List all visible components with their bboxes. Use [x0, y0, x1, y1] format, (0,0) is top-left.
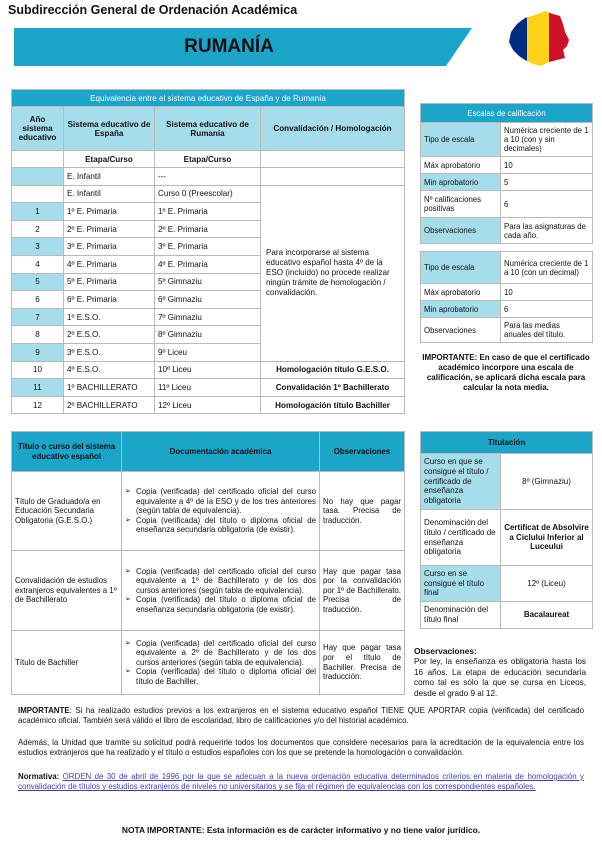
year-cell: 5	[12, 273, 64, 291]
scale-row	[421, 123, 593, 157]
scale-value: 6	[501, 191, 593, 218]
spain-cell: 1º E. Primaria	[64, 203, 155, 221]
scale-label: Máx aprobatorio	[421, 284, 501, 301]
scale-value: Numérica creciente de 1 a 10 (con un decimal)	[501, 252, 593, 284]
romania-cell: 1º E. Primaria	[155, 203, 261, 221]
page-title: RUMANÍA	[184, 36, 274, 57]
year-cell: 4	[12, 255, 64, 273]
romania-cell: 5º Gimnaziu	[155, 273, 261, 291]
spain-cell: 2º E.S.O.	[64, 326, 155, 344]
titulacion-label: Denominación del título / certificado de enseñanza obligatoria	[421, 510, 501, 566]
scale-value: 5	[501, 174, 593, 191]
arrow-bullet-icon: ➢	[125, 488, 131, 496]
scale-value: 10	[501, 284, 593, 301]
spain-cell: 5º E. Primaria	[64, 273, 155, 291]
table-row	[12, 396, 405, 414]
normativa-link[interactable]: ORDEN de 30 de abril de 1996 por la que se adecuan a la nueva ordenación educativa determinados criterios en materia de homologación y convalidación de títulos y estudios extranjeros de niveles no universitarios y se fija el régimen de equivalencias con los correspondientes españoles.	[18, 772, 584, 792]
year-cell	[12, 185, 64, 203]
scale-important-note: IMPORTANTE: En caso de que el certificado académico incorpore una escala de calificación, se aplicará dicha escala para calcular la nota media.	[422, 353, 590, 392]
titulacion-table	[420, 431, 593, 629]
titulacion-label: Curso en se consigue el título final	[421, 566, 501, 602]
scale-row	[421, 157, 593, 174]
final-note: NOTA IMPORTANTE: Esta información es de carácter informativo y no tiene valor jurídico.	[121, 825, 481, 835]
scale-value: 10	[501, 157, 593, 174]
year-cell: 6	[12, 291, 64, 309]
titulacion-label: Curso en que se consigue el título / certificado de enseñanza obligatoria	[421, 454, 501, 510]
romania-cell: 2º E. Primaria	[155, 220, 261, 238]
spain-cell: 2º BACHILLERATO	[64, 396, 155, 414]
year-cell: 9	[12, 343, 64, 361]
spain-cell: E. Infantil	[64, 185, 155, 203]
romania-cell: 10º Liceu	[155, 361, 261, 379]
scale-row	[421, 218, 593, 244]
doc-item: Copia (verificada) del certificado oficial del curso equivalente a 1º de Bachillerato y de los dos cursos anteriores (según tabla de equivalencia).	[136, 566, 316, 595]
scale-label: Min aprobatorio	[421, 174, 501, 191]
romania-cell: 11º Liceu	[155, 379, 261, 397]
year-cell: 11	[12, 379, 64, 397]
romania-cell: 7º Gimnaziu	[155, 308, 261, 326]
romania-cell: 8º Gimnaziu	[155, 326, 261, 344]
doc-title-cell: Título de Bachiller	[12, 631, 122, 695]
year-cell: 10	[12, 361, 64, 379]
table-row	[12, 631, 405, 695]
scale-label: Tipo de escala	[421, 123, 501, 157]
scale-label: Máx aprobatorio	[421, 157, 501, 174]
scale-row	[421, 174, 593, 191]
romania-cell: ---	[155, 168, 261, 186]
col-title-header: Título o curso del sistema educativo español	[12, 432, 122, 472]
romania-cell: 6º Gimnaziu	[155, 291, 261, 309]
doc-item: Copia (verificada) del título o diploma oficial de enseñanza secundaria obligatoria (de existir).	[136, 515, 316, 535]
conv-merged-cell: Para incorporarse al sistema educativo español hasta 4º de la ESO (incluido) no procede realizar ningún trámite de homologación / convalidación.	[261, 185, 405, 361]
scale-value: Para las asignaturas de cada año.	[501, 218, 593, 244]
titulacion-row	[421, 566, 593, 602]
scale-row	[421, 252, 593, 284]
doc-item: Copia (verificada) del título o diploma oficial del título de Bachiller.	[136, 667, 316, 686]
org-name: Subdirección General de Ordenación Académica	[8, 3, 298, 17]
table-row	[12, 379, 405, 397]
sub-header-spain: Etapa/Curso	[64, 151, 155, 168]
romania-flag-map-icon	[505, 10, 571, 68]
observations-text: Por ley, la enseñanza es obligatoria hasta los 16 años. La etapa de educación secundaria como tal es sólo la que se cursa en Liceos, desde el grado 9 al 12.	[414, 657, 586, 698]
spain-cell: 4º E. Primaria	[64, 255, 155, 273]
doc-title-cell: Convalidación de estudios extranjeros equivalentes a 1º de Bachillerato	[12, 551, 122, 631]
romania-cell: 3º E. Primaria	[155, 238, 261, 256]
arrow-bullet-icon: ➢	[125, 668, 131, 676]
sub-header-romania: Etapa/Curso	[155, 151, 261, 168]
romania-cell: 12º Liceu	[155, 396, 261, 414]
titulacion-row	[421, 510, 593, 566]
year-cell	[12, 168, 64, 186]
scales-title: Escalas de calificación	[421, 104, 593, 123]
col-conv-header: Convalidación / Homologación	[261, 107, 405, 151]
scale-value: 6	[501, 301, 593, 318]
documentation-table	[11, 431, 405, 695]
scale-label: Tipo de escala	[421, 252, 501, 284]
table-row	[12, 185, 405, 203]
scale-label: Min aprobatorio	[421, 301, 501, 318]
scale-row	[421, 318, 593, 343]
spain-cell: E. Infantil	[64, 168, 155, 186]
romania-cell: Curso 0 (Preescolar)	[155, 185, 261, 203]
doc-obs-cell: Hay que pagar tasa por el título de Bachiller. Precisa de traducción.	[320, 631, 405, 695]
doc-item: Copia (verificada) del certificado oficial del curso equivalente a 2º de Bachillerato y de los dos cursos anteriores (según tabla de equivalencia).	[136, 638, 316, 667]
scale-label: Observaciones	[421, 218, 501, 244]
spain-cell: 4º E.S.O.	[64, 361, 155, 379]
doc-obs-cell: Hay que pagar tasa por la convalidación por 1º de Bachillerato. Precisa de traducción.	[320, 551, 405, 631]
important-text: : Si ha realizado estudios previos a los extranjeros en el sistema educativo español TIENE QUE APORTAR copia (verificada) del certificado académico oficial. También será válido el libro de escolaridad, libro de calificaciones y/o del historial académico.	[18, 706, 584, 726]
doc-list-cell	[122, 472, 320, 551]
conv-cell: Convalidación 1º Bachillerato	[261, 379, 405, 397]
year-cell: 8	[12, 326, 64, 344]
col-docs-header: Documentación académica	[122, 432, 320, 472]
scale-row	[421, 301, 593, 318]
conv-cell: Homologación título Bachiller	[261, 396, 405, 414]
year-cell: 3	[12, 238, 64, 256]
doc-obs-cell: No hay que pagar tasa. Precisa de traducción.	[320, 472, 405, 551]
col-spain-header: Sistema educativo de España	[64, 107, 155, 151]
titulacion-value: Certificat de Absolvire a Ciclului Inferior al Luceului	[501, 510, 593, 566]
col-romania-header: Sistema educativo de Rumanía	[155, 107, 261, 151]
arrow-bullet-icon: ➢	[125, 596, 131, 604]
scale-label: Nº calificaciones positivas	[421, 191, 501, 218]
spain-cell: 2º E. Primaria	[64, 220, 155, 238]
spain-cell: 6º E. Primaria	[64, 291, 155, 309]
romania-cell: 9º Liceu	[155, 343, 261, 361]
doc-title-cell: Título de Graduado/a en Educación Secundaria Obligatoria (G.E.S.O.)	[12, 472, 122, 551]
scale-row	[421, 284, 593, 301]
grading-scales-table	[420, 103, 593, 343]
doc-list-cell	[122, 551, 320, 631]
spain-cell: 1º BACHILLERATO	[64, 379, 155, 397]
arrow-bullet-icon: ➢	[125, 516, 131, 524]
doc-item: Copia (verificada) del título o diploma oficial de enseñanza secundaria obligatoria (de existir).	[136, 595, 316, 614]
normativa-note	[18, 772, 584, 792]
scale-row	[421, 191, 593, 218]
year-cell: 12	[12, 396, 64, 414]
arrow-bullet-icon: ➢	[125, 639, 131, 647]
year-cell: 1	[12, 203, 64, 221]
table-row	[12, 472, 405, 551]
equivalence-table	[11, 89, 405, 414]
col-year-header: Año sistema educativo	[12, 107, 64, 151]
doc-list-cell	[122, 631, 320, 695]
titulacion-value: 8º (Gimnaziu)	[501, 454, 593, 510]
titulacion-value: Bacalaureat	[501, 602, 593, 629]
col-obs-header: Observaciones	[320, 432, 405, 472]
spain-cell: 3º E. Primaria	[64, 238, 155, 256]
titulacion-row	[421, 602, 593, 629]
conv-cell: Homologación título G.E.S.O.	[261, 361, 405, 379]
observations-title: Observaciones:	[414, 646, 477, 656]
table-row	[12, 361, 405, 379]
additional-note: Además, la Unidad que tramite su solicitud podrá requerirle todos los documentos que considere necesarios para la acreditación de la equivalencia entre los estudios extranjeros que ha realizado y el título o estudios españoles con los que se pretende la homologación o convalidación.	[18, 738, 584, 758]
spain-cell: 1º E.S.O.	[64, 308, 155, 326]
table-row	[12, 551, 405, 631]
titulacion-value: 12º (Liceu)	[501, 566, 593, 602]
scale-value: Para las medias anuales del título.	[501, 318, 593, 343]
table-row	[12, 168, 405, 186]
normativa-label: Normativa:	[18, 772, 60, 781]
equivalence-title: Equivalencia entre el sistema educativo de España y de Rumanía	[12, 90, 405, 107]
scale-value: Numérica creciente de 1 a 10 (con y sin decimales)	[501, 123, 593, 157]
year-cell: 7	[12, 308, 64, 326]
titulacion-title: Titulación	[421, 432, 593, 454]
romania-cell: 4º E. Primaria	[155, 255, 261, 273]
titulacion-row	[421, 454, 593, 510]
year-cell: 2	[12, 220, 64, 238]
doc-item: Copia (verificada) del certificado oficial del curso equivalente a 4º de la ESO y de los tres anteriores (según tabla de equivalencia).	[136, 487, 316, 516]
titulacion-label: Denominación del título final	[421, 602, 501, 629]
arrow-bullet-icon: ➢	[125, 567, 131, 575]
important-note	[18, 706, 584, 726]
spain-cell: 3º E.S.O.	[64, 343, 155, 361]
important-label: IMPORTANTE	[18, 706, 70, 715]
scale-label: Observaciones	[421, 318, 501, 343]
